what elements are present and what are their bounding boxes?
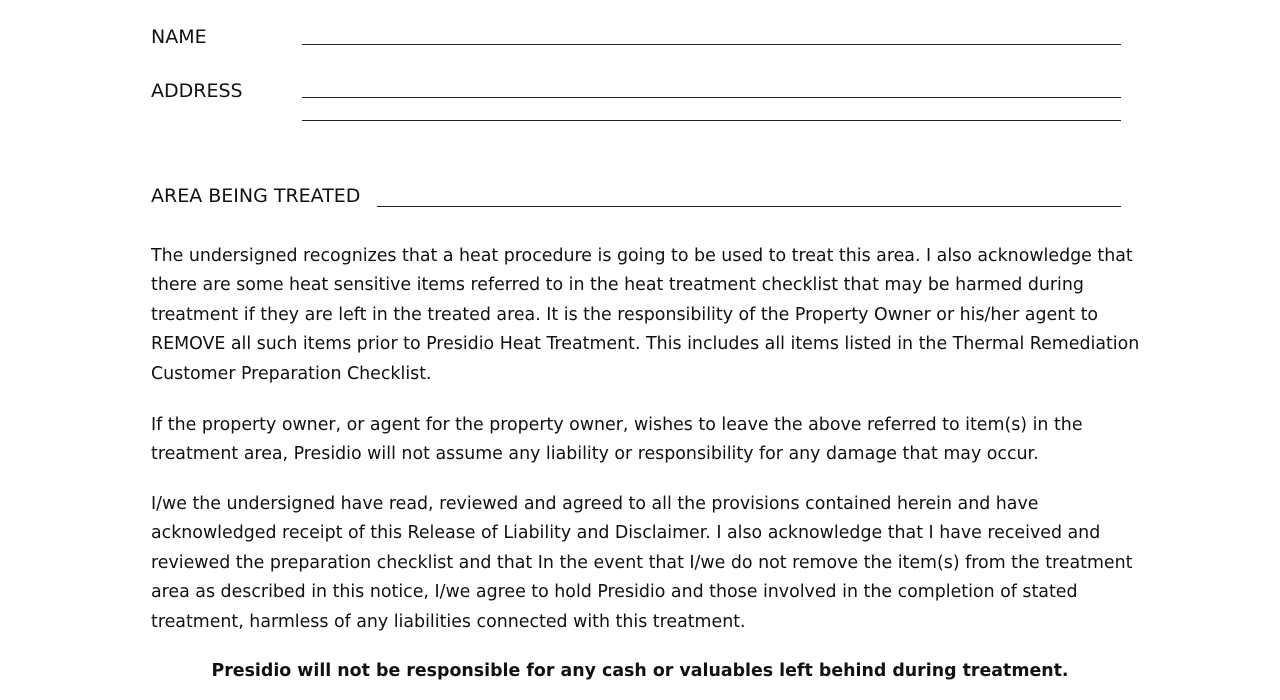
paragraph-line: reviewed the preparation checklist and that In the event that I/we do not remove the item(s) from the treatment xyxy=(151,552,1133,573)
name-label: NAME xyxy=(151,26,207,48)
paragraph-line: REMOVE all such items prior to Presidio Heat Treatment. This includes all items listed in the Thermal Remediation xyxy=(151,334,1140,355)
address-label: ADDRESS xyxy=(151,80,243,102)
name-line[interactable] xyxy=(302,44,1121,45)
paragraph-line: treatment, harmless of any liabilities connected with this treatment. xyxy=(151,611,746,632)
paragraph-line: there are some heat sensitive items referred to in the heat treatment checklist that may be harmed during xyxy=(151,275,1084,296)
paragraph-line: The undersigned recognizes that a heat procedure is going to be used to treat this area. I also acknowledge that xyxy=(151,246,1133,266)
address-line-2[interactable] xyxy=(302,120,1121,121)
paragraph-line: acknowledged receipt of this Release of Liability and Disclaimer. I also acknowledge that I have received and xyxy=(151,523,1101,544)
paragraph-acknowledgement xyxy=(151,490,1131,637)
address-line-1[interactable] xyxy=(302,97,1121,98)
paragraph-line: treatment if they are left in the treated area. It is the responsibility of the Property Owner or his/her agent to xyxy=(151,304,1099,325)
paragraph-heat-procedure xyxy=(151,242,1140,389)
paragraph-line: If the property owner, or agent for the property owner, wishes to leave the above referred to item(s) in the xyxy=(151,415,1083,435)
area-label: AREA BEING TREATED xyxy=(151,185,361,207)
paragraph-line: Customer Preparation Checklist. xyxy=(151,363,432,384)
cash-valuables-notice: Presidio will not be responsible for any cash or valuables left behind during treatment. xyxy=(211,661,1069,681)
paragraph-line: treatment area, Presidio will not assume any liability or responsibility for any damage that may occur. xyxy=(151,444,1039,465)
paragraph-line: area as described in this notice, I/we agree to hold Presidio and those involved in the completion of stated xyxy=(151,582,1078,603)
area-line[interactable] xyxy=(377,206,1121,207)
paragraph-liability xyxy=(151,411,1131,470)
paragraph-line: I/we the undersigned have read, reviewed and agreed to all the provisions contained herein and have xyxy=(151,494,1039,514)
